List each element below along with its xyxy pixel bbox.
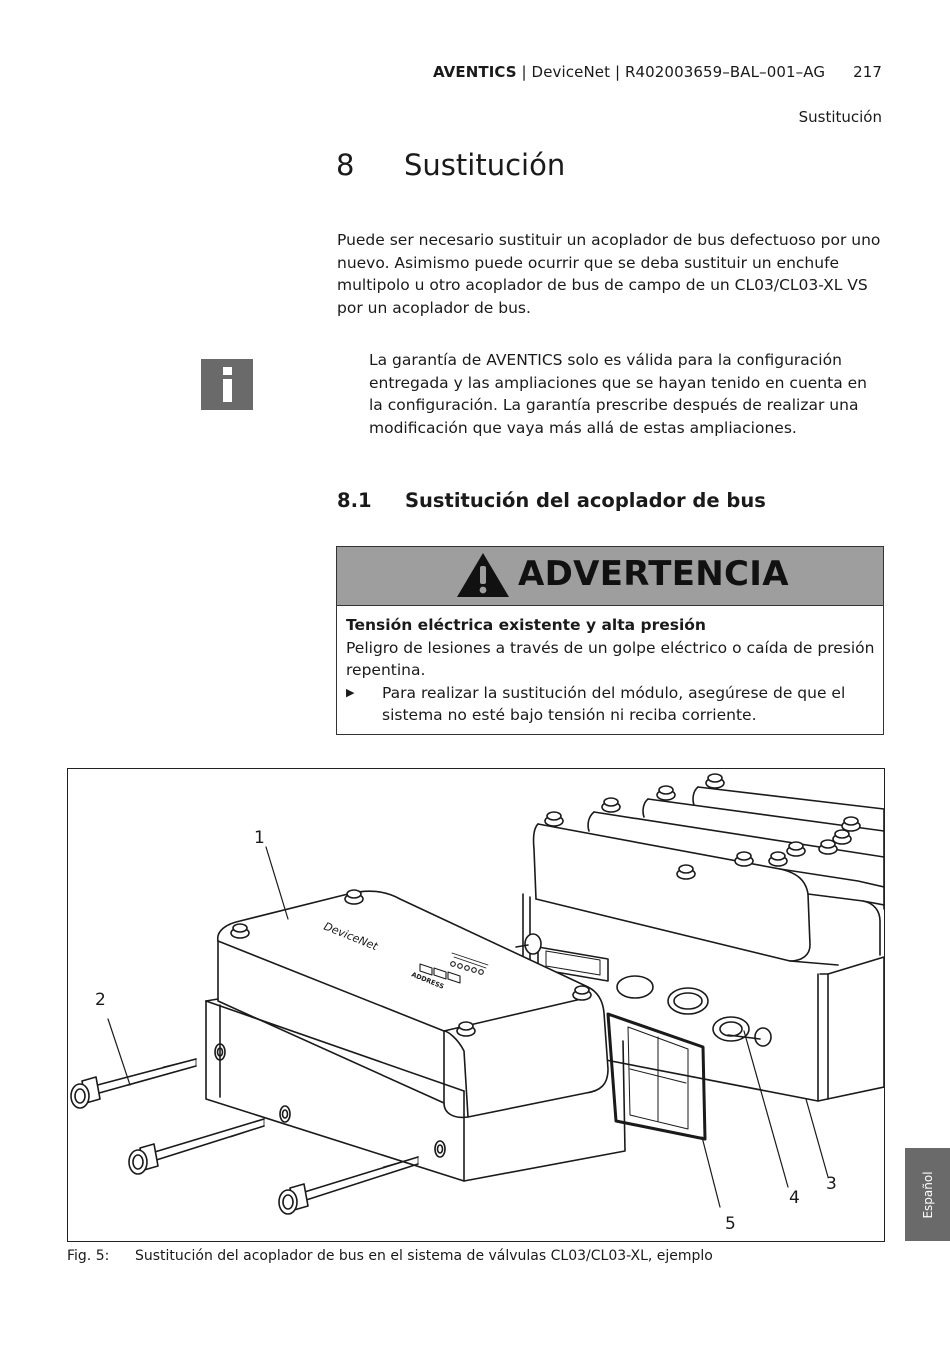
running-header [433, 63, 882, 81]
long-screws [71, 1059, 418, 1214]
intro-paragraph: Puede ser necesario sustituir un acoplador de bus defectuoso por uno nuevo. Asimismo puede ocurrir que se deba sustituir un enchufe multipolo u otro acoplador de bus de campo de un CL03/CL03-XL VS por un acoplador de bus. [337, 231, 881, 317]
figure-caption [67, 1248, 713, 1264]
bullet-arrow-icon: ▶ [346, 685, 355, 699]
bus-coupler [206, 891, 625, 1181]
figure-frame [67, 768, 885, 1242]
page-number: 217 [853, 63, 882, 81]
section-number: 8.1 [337, 489, 372, 512]
language-tab-label: Español [920, 1170, 935, 1219]
warning-text: Peligro de lesiones a través de un golpe eléctrico o caída de presión repentina. [346, 638, 875, 680]
warning-banner [337, 547, 883, 606]
document-id: | DeviceNet | R402003659–BAL–001–AG [516, 63, 826, 81]
callout-5: 5 [725, 1214, 736, 1234]
callout-2: 2 [95, 990, 106, 1010]
warning-body [346, 614, 876, 727]
section-heading [337, 489, 766, 512]
address-label: ADDRESS [410, 970, 446, 991]
module-screws [545, 774, 860, 879]
chapter-title: Sustitución [404, 148, 566, 182]
devicenet-logo: DeviceNet [321, 919, 380, 954]
warning-box [336, 546, 884, 735]
warning-bullet [346, 682, 876, 727]
chapter-number: 8 [336, 148, 355, 182]
running-section: Sustitución [798, 108, 882, 126]
brand-name: AVENTICS [432, 63, 517, 81]
callout-1: 1 [254, 828, 265, 848]
chapter-heading [336, 148, 565, 182]
warning-bullet-text: Para realizar la sustitución del módulo, asegúrese de que el sistema no esté bajo tensión ni reciba corriente. [382, 683, 846, 725]
callout-3: 3 [826, 1174, 837, 1194]
warning-title: ADVERTENCIA [518, 554, 789, 594]
info-icon [201, 359, 253, 410]
figure-caption-text: Sustitución del acoplador de bus en el sistema de válvulas CL03/CL03-XL, ejemplo [135, 1248, 713, 1264]
figure-label: Fig. 5: [67, 1248, 110, 1264]
callout-4: 4 [789, 1188, 800, 1208]
warning-heading: Tensión eléctrica existente y alta presión [346, 616, 706, 634]
language-tab [905, 1148, 950, 1241]
section-title: Sustitución del acoplador de bus [405, 489, 766, 512]
info-note: La garantía de AVENTICS solo es válida para la configuración entregada y las ampliaciones que se hayan tenido en cuenta en la configuración. La garantía prescribe después de realizar una modificación que vaya más allá de estas ampliaciones. [369, 351, 867, 437]
bus-coupler-illustration [68, 769, 884, 1241]
warning-triangle-icon [455, 551, 511, 599]
